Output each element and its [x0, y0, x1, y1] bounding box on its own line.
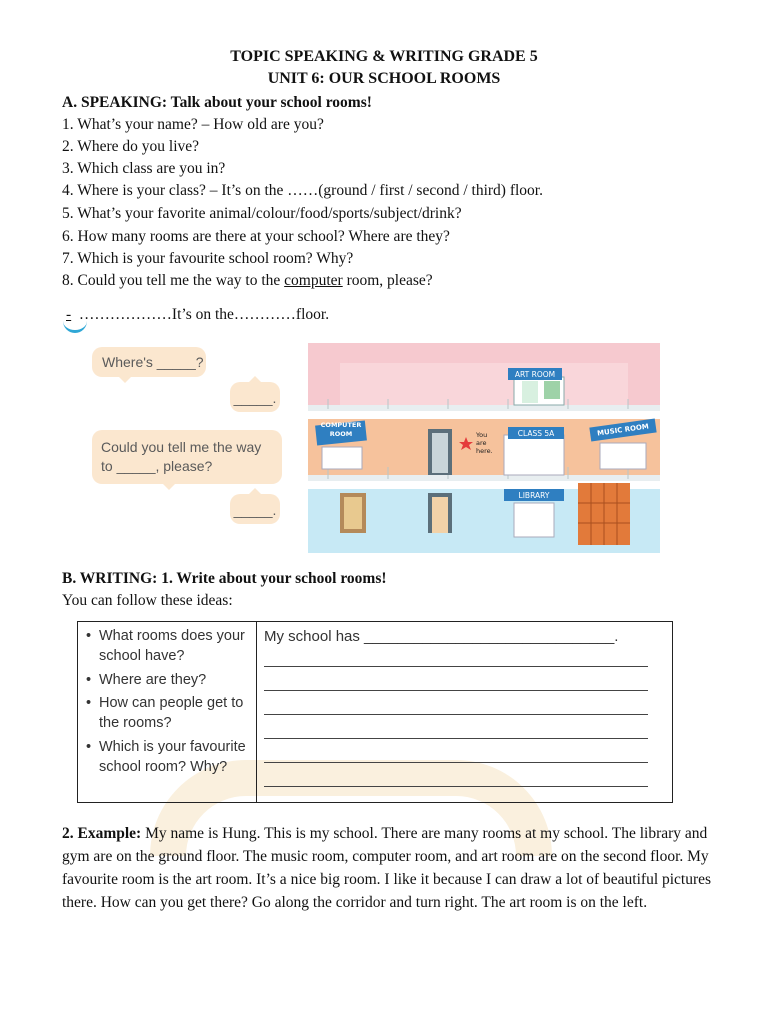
speech-bubble-answer-1: _____.	[230, 382, 280, 412]
idea-text: Which is your favourite school room? Why?	[99, 739, 246, 775]
school-rooms-illustration	[308, 343, 660, 553]
example-paragraph	[62, 822, 722, 914]
writing-line[interactable]	[264, 762, 648, 763]
bullet: •	[86, 628, 92, 644]
answer-text: ………………It’s on the…………floor.	[78, 306, 330, 323]
speech-bubble-where: Where's _____?	[92, 347, 206, 377]
label-you-3: here.	[476, 447, 493, 455]
decorative-arc	[63, 318, 87, 333]
question-8-start: 8. Could you tell me the way to the	[62, 272, 285, 289]
question-5: 5. What’s your favorite animal/colour/food/sports/subject/drink?	[62, 205, 462, 222]
label-art-room: ART ROOM	[514, 370, 556, 379]
writing-line[interactable]	[264, 714, 648, 715]
bullet: •	[86, 739, 92, 755]
idea-text: Where are they?	[99, 672, 207, 688]
question-1: 1. What’s your name? – How old are you?	[62, 116, 324, 133]
example-text: My name is Hung. This is my school. There are many rooms at my school. The library and gym are on the ground floor. The music room, computer room, and art room are on the second floor. My favourite room is the art room. It’s a nice big room. I like it because I can draw a lot of beautiful pictures there. How can you get there? Go along the corridor and turn right. The art room is on the left.	[62, 825, 712, 911]
label-class: CLASS 5A	[517, 429, 555, 438]
writing-intro: You can follow these ideas:	[62, 592, 233, 609]
label-music-room: MUSIC ROOM	[596, 422, 650, 438]
question-8-end: room, please?	[342, 272, 433, 289]
idea-text: How can people get to the rooms?	[99, 695, 244, 731]
writing-line[interactable]	[264, 666, 648, 667]
example-label: 2. Example:	[62, 825, 142, 842]
writing-heading: B. WRITING: 1. Write about your school rooms!	[62, 570, 387, 587]
idea-item	[86, 737, 257, 777]
label-you-1: You	[476, 431, 488, 439]
idea-item	[86, 626, 257, 666]
speech-bubble-way-line-2: to _____, please?	[101, 458, 213, 474]
writing-starter: My school has ______________________________.	[264, 628, 619, 645]
question-8	[62, 272, 433, 290]
writing-line[interactable]	[264, 786, 648, 787]
speaking-heading: A. SPEAKING: Talk about your school rooms!	[62, 94, 372, 111]
label-computer-room-1: COMPUTER	[320, 421, 362, 429]
question-3: 3. Which class are you in?	[62, 160, 226, 177]
label-computer-room-2: ROOM	[329, 430, 353, 438]
writing-line[interactable]	[264, 738, 648, 739]
label-you-2: are	[476, 439, 487, 447]
ideas-table	[77, 621, 673, 803]
speech-bubble-way	[92, 430, 282, 484]
question-4: 4. Where is your class? – It’s on the ……(ground / first / second / third) floor.	[62, 182, 543, 199]
label-library: LIBRARY	[518, 491, 550, 500]
question-7: 7. Which is your favourite school room? Why?	[62, 250, 354, 267]
idea-item	[86, 693, 257, 733]
page-title: TOPIC SPEAKING & WRITING GRADE 5	[230, 48, 538, 65]
unit-title: UNIT 6: OUR SCHOOL ROOMS	[267, 70, 501, 87]
question-8-underlined: computer	[284, 272, 343, 289]
bullet: •	[86, 695, 92, 711]
idea-text: What rooms does your school have?	[99, 628, 245, 664]
answer-line	[66, 306, 329, 324]
question-6: 6. How many rooms are there at your school? Where are they?	[62, 228, 450, 245]
speech-bubble-way-line-1: Could you tell me the way	[101, 439, 262, 455]
writing-line[interactable]	[264, 690, 648, 691]
speech-bubble-answer-2: _____.	[230, 494, 280, 524]
bullet: •	[86, 672, 92, 688]
question-2: 2. Where do you live?	[62, 138, 200, 155]
idea-item	[86, 670, 257, 690]
answer-dash: -	[66, 306, 72, 323]
